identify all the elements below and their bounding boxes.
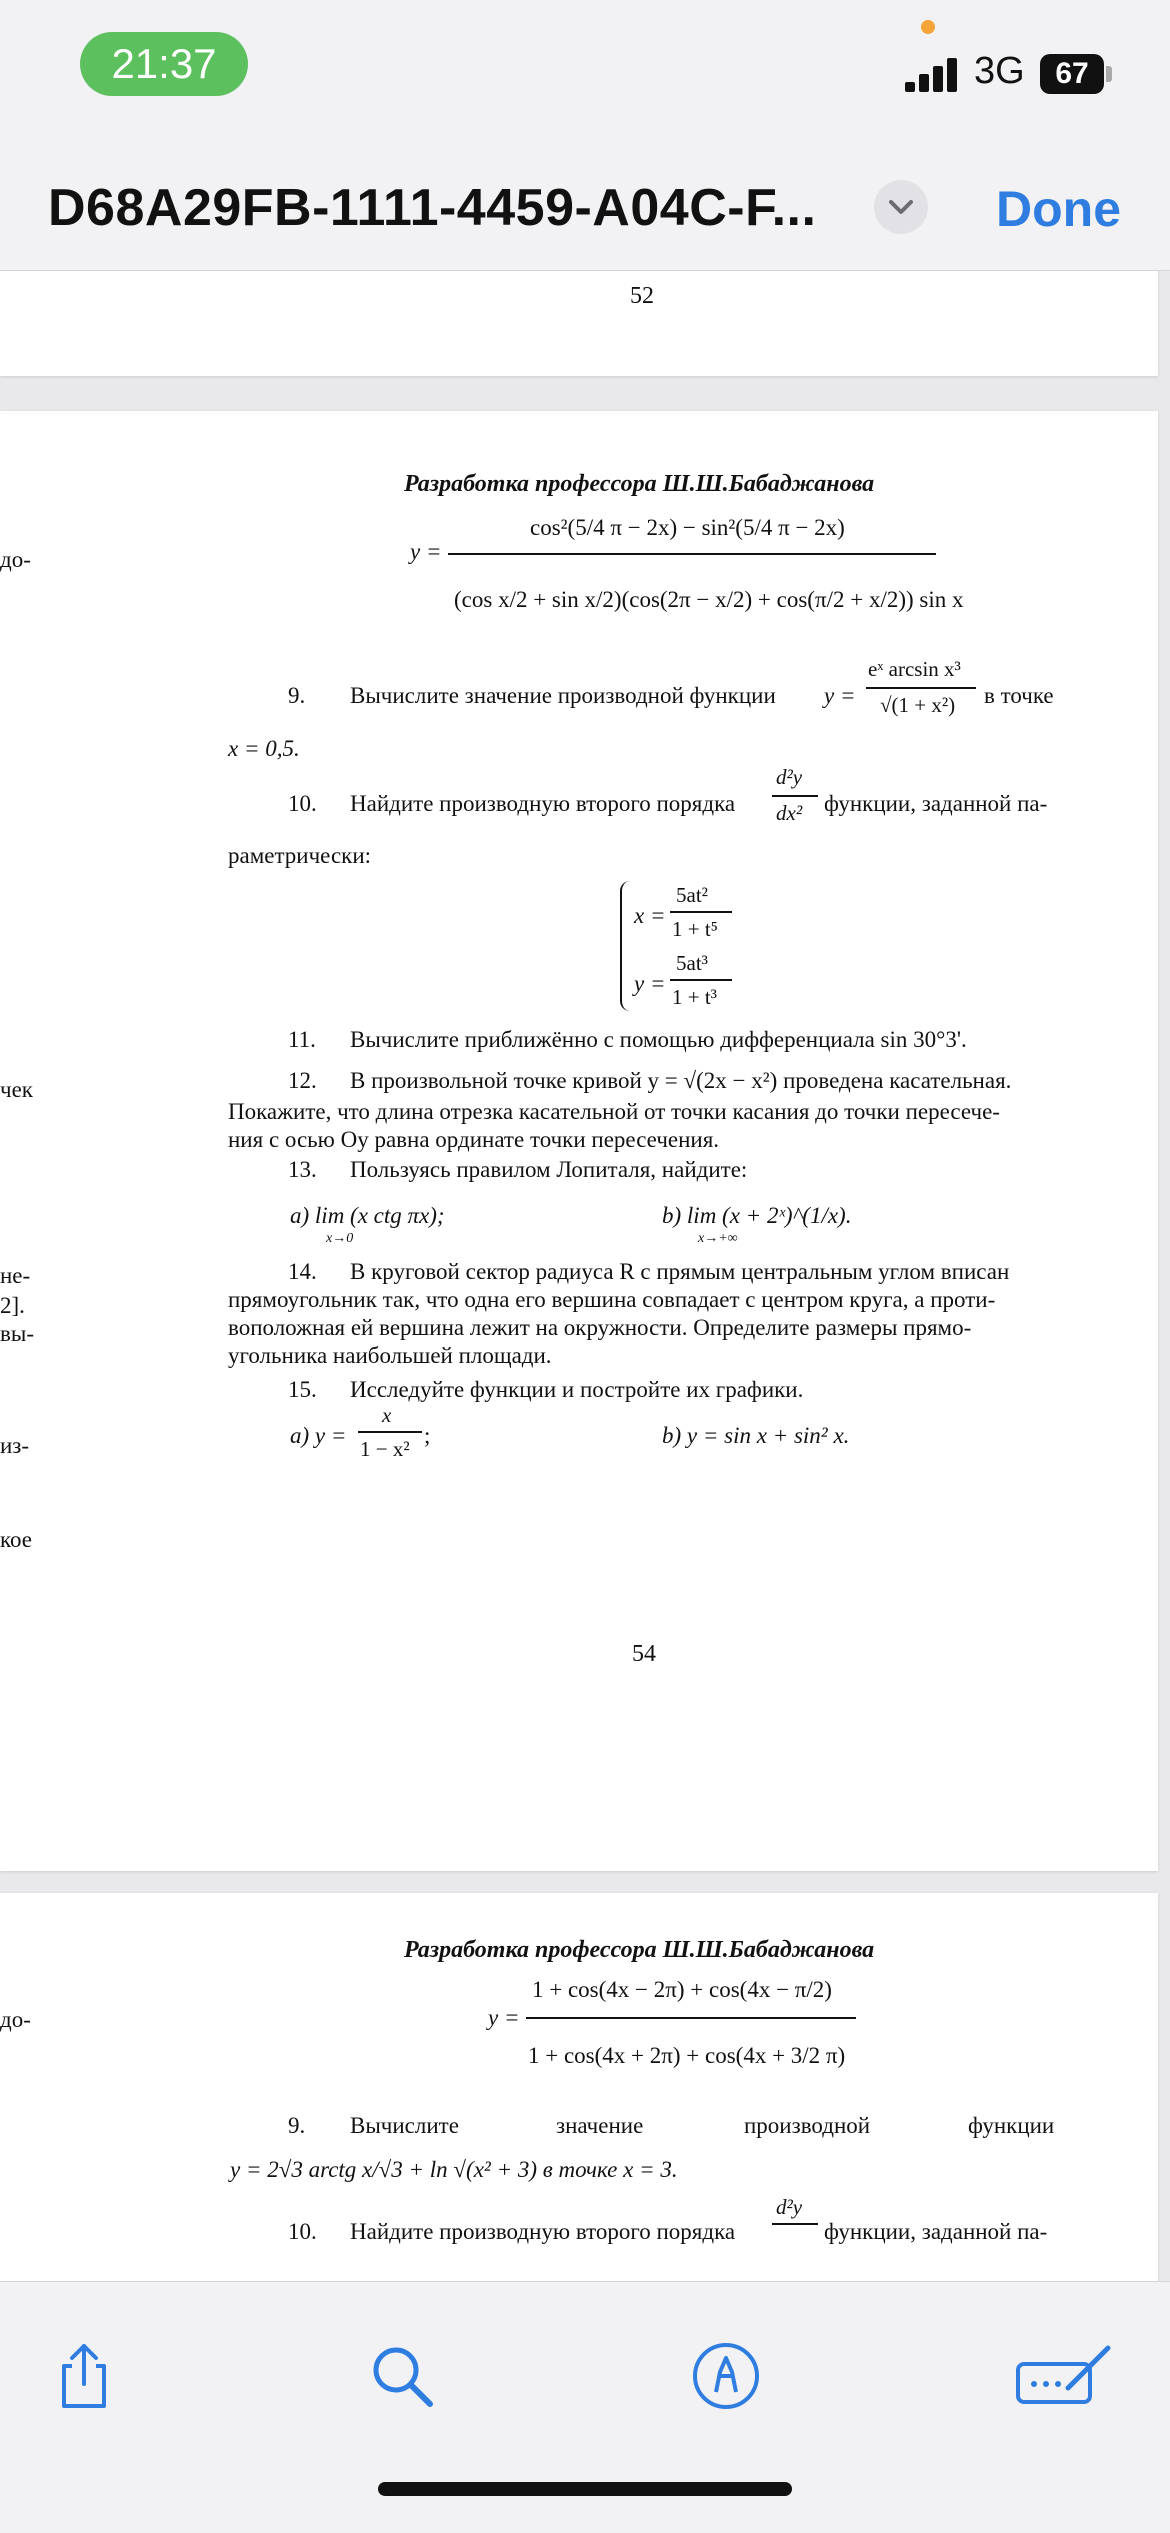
title-menu-button[interactable] [874,180,928,234]
formula-numerator: 1 + cos(4x − 2π) + cos(4x − π/2) [532,1977,832,2002]
adjacent-page-fragment: не- [0,1263,31,1288]
fraction-bar [526,2017,856,2019]
problem-text: Найдите производную второго порядка [350,791,736,816]
fraction-bar [772,2223,818,2225]
problem-text: функции, заданной па- [824,2219,1048,2244]
problem-text: Вычислите приближённо с помощью дифференциала sin 30°3'. [350,1027,967,1052]
limit-subscript: x→+∞ [698,1231,738,1246]
formula-lhs: x = [634,903,666,928]
problem-text: воположная ей вершина лежит на окружности. Определите размеры прямо- [228,1315,972,1340]
problem-text: Исследуйте функции и постройте их графики. [350,1377,804,1402]
adjacent-page-fragment: кое [0,1527,32,1552]
fraction-bar [866,687,976,689]
markup-icon[interactable] [690,2340,762,2412]
limit-subscript: x→0 [326,1231,354,1246]
navigation-bar [0,130,1170,271]
problem-number: 13. [288,1157,317,1182]
fraction-bar [670,911,732,913]
formula-numerator: d²y [776,2195,803,2219]
formula-lhs: y = [488,2005,520,2030]
signature-icon[interactable] [1014,2340,1114,2412]
problem-number: 10. [288,2219,317,2244]
limit-a: a) lim (x ctg πx); [290,1203,445,1228]
problem-text: x = 0,5. [228,736,300,761]
battery-tip [1106,66,1112,82]
problem-number: 14. [288,1259,317,1284]
problem-text: значение [556,2113,644,2138]
formula-numerator: cos²(5/4 π − 2x) − sin²(5/4 π − 2x) [530,515,845,540]
problem-text: Пользуясь правилом Лопиталя, найдите: [350,1157,748,1182]
problem-text: раметрически: [228,843,372,868]
formula-tail: ; [424,1423,431,1448]
problem-number: 15. [288,1377,317,1402]
formula-denominator: 1 + t³ [672,985,717,1009]
problem-text: ния с осью Oy равна ординате точки пересечения. [228,1127,720,1152]
chevron-down-icon [874,180,928,234]
problem-text: Вычислите значение производной функции [350,683,776,708]
adjacent-page-fragment: до- [0,2007,31,2032]
fraction-bar [448,553,936,555]
adjacent-page-fragment: чек [0,1077,33,1102]
formula-lhs: y = [410,539,442,564]
status-bar [0,0,1170,130]
adjacent-page-fragment: 2]. [0,1293,25,1318]
problem-number: 9. [288,2113,306,2138]
page-header: Разработка профессора Ш.Ш.Бабаджанова [404,471,875,497]
formula-denominator: (cos x/2 + sin x/2)(cos(2π − x/2) + cos(π/2 + x/2)) sin x [454,587,964,612]
page-header: Разработка профессора Ш.Ш.Бабаджанова [404,1937,875,1963]
pdf-page-52 [0,271,1158,376]
formula-numerator: 5at² [676,883,708,907]
problem-text: производной [744,2113,871,2138]
done-button[interactable]: Done [996,181,1121,237]
adjacent-page-fragment: до- [0,547,31,572]
formula-numerator: d²y [776,765,803,789]
problem-text: прямоугольник так, что одна его вершина совпадает с центром круга, а проти- [228,1287,996,1312]
formula-lhs: y = [824,683,856,708]
pdf-page-next [0,1893,1158,2281]
problem-number: 9. [288,683,306,708]
formula-line: y = 2√3 arctg x/√3 + ln √(x² + 3) в точке x = 3. [230,2157,678,2182]
formula-denominator: 1 + t⁵ [672,917,718,941]
document-title[interactable]: D68A29FB-1111-4459-A04C-F... [48,179,817,237]
document-viewer[interactable] [0,271,1170,2281]
fraction-bar [670,979,732,981]
formula-b: b) y = sin x + sin² x. [662,1423,850,1448]
formula-denominator: dx² [776,801,803,825]
adjacent-page-fragment: из- [0,1433,30,1458]
formula-denominator: √(1 + x²) [880,693,956,717]
share-icon[interactable] [48,2340,120,2412]
time-pill[interactable]: 21:37 [80,32,248,96]
formula-denominator: 1 − x² [360,1437,410,1461]
problem-text: В круговой сектор радиуса R с прямым центральным углом вписан [350,1259,1010,1284]
battery-icon: 67 [1040,54,1104,94]
formula-lhs: y = [634,971,666,996]
cellular-signal-icon [905,58,961,92]
problem-text: в точке [984,683,1054,708]
formula-numerator: eˣ arcsin x³ [868,657,961,681]
camera-indicator-icon [921,20,935,34]
problem-text: В произвольной точке кривой y = √(2x − x²) проведена касательная. [350,1068,1012,1093]
pdf-page-54 [0,411,1158,1871]
problem-text: Вычислите [350,2113,459,2138]
home-indicator[interactable] [378,2482,792,2496]
page-number: 54 [632,1641,656,1667]
problem-text: функции [968,2113,1055,2138]
problem-number: 12. [288,1068,317,1093]
page-number: 52 [630,283,654,309]
formula-denominator: 1 + cos(4x + 2π) + cos(4x + 3/2 π) [528,2043,846,2068]
problem-text: функции, заданной па- [824,791,1048,816]
formula-numerator: x [382,1403,392,1427]
system-brace [620,881,632,1011]
search-icon[interactable] [366,2340,438,2412]
problem-number: 11. [288,1027,316,1052]
formula-lhs: a) y = [290,1423,347,1448]
limit-b: b) lim (x + 2ˣ)^(1/x). [662,1203,852,1228]
problem-number: 10. [288,791,317,816]
adjacent-page-fragment: вы- [0,1321,34,1346]
problem-text: Покажите, что длина отрезка касательной от точки касания до точки пересече- [228,1099,1000,1124]
problem-text: угольника наибольшей площади. [228,1343,552,1368]
formula-numerator: 5at³ [676,951,708,975]
fraction-bar [772,795,818,797]
network-type: 3G [974,50,1025,92]
problem-text: Найдите производную второго порядка [350,2219,736,2244]
fraction-bar [358,1431,422,1433]
